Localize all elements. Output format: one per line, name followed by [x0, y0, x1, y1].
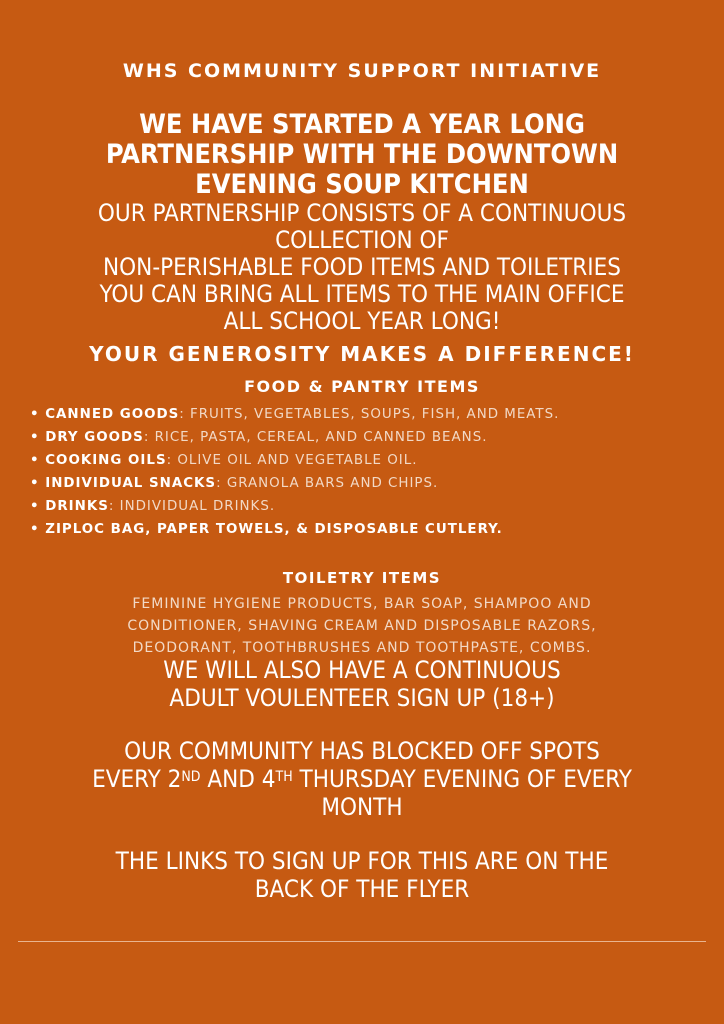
item-description: : GRANOLA BARS AND CHIPS.	[216, 476, 439, 491]
bullet-icon: •	[30, 430, 46, 445]
headline	[20, 110, 704, 200]
item-label: CANNED GOODS	[45, 407, 180, 422]
item-label: DRINKS	[45, 499, 109, 514]
list-item	[30, 449, 720, 472]
ordinal-suffix: ND	[181, 769, 201, 785]
spots-line-2	[10, 765, 714, 793]
volunteer-line: WE WILL ALSO HAVE A CONTINUOUS	[163, 656, 561, 684]
ordinal-suffix: TH	[275, 769, 293, 785]
spots-text: THURSDAY EVENING OF EVERY	[292, 765, 632, 793]
headline-line: WE HAVE STARTED A YEAR LONG	[139, 109, 585, 140]
list-item	[30, 426, 720, 449]
spots-line: OUR COMMUNITY HAS BLOCKED OFF SPOTS	[124, 737, 600, 765]
toiletry-line: CONDITIONER, SHAVING CREAM AND DISPOSABLE RAZORS,	[127, 618, 597, 634]
partnership-description	[10, 200, 714, 335]
toiletry-section-title: TOILETRY ITEMS	[282, 569, 442, 587]
toiletry-line: FEMININE HYGIENE PRODUCTS, BAR SOAP, SHAMPOO AND	[132, 596, 592, 612]
volunteer-line: ADULT VOULENTEER SIGN UP (18+)	[169, 684, 555, 712]
bullet-icon: •	[30, 407, 46, 422]
divider-line	[18, 941, 706, 942]
item-label: COOKING OILS	[45, 453, 167, 468]
toiletry-line: DEODORANT, TOOTHBRUSHES AND TOOTHPASTE, COMBS.	[132, 640, 592, 656]
item-label: DRY GOODS	[45, 430, 144, 445]
bullet-icon: •	[30, 499, 46, 514]
list-item	[30, 518, 720, 541]
headline-line: EVENING SOUP KITCHEN	[195, 169, 529, 200]
links-line: BACK OF THE FLYER	[254, 875, 470, 903]
list-item	[30, 403, 720, 426]
item-description: : FRUITS, VEGETABLES, SOUPS, FISH, AND MEATS.	[179, 407, 560, 422]
list-item	[30, 495, 720, 518]
item-label: ZIPLOC BAG, PAPER TOWELS, & DISPOSABLE CUTLERY.	[45, 522, 503, 537]
list-item	[30, 472, 720, 495]
item-label: INDIVIDUAL SNACKS	[45, 476, 217, 491]
generosity-heading: YOUR GENEROSITY MAKES A DIFFERENCE!	[89, 342, 635, 366]
bullet-icon: •	[30, 522, 46, 537]
item-description: : INDIVIDUAL DRINKS.	[108, 499, 276, 514]
spots-notice	[10, 737, 714, 821]
partnership-line: NON-PERISHABLE FOOD ITEMS AND TOILETRIES	[103, 253, 621, 281]
spots-text: EVERY 2	[92, 765, 182, 793]
organization-title: WHS COMMUNITY SUPPORT INITIATIVE	[122, 60, 602, 82]
volunteer-notice	[20, 656, 704, 712]
food-item-list	[30, 403, 720, 541]
links-line: THE LINKS TO SIGN UP FOR THIS ARE ON THE	[115, 847, 609, 875]
item-description: : RICE, PASTA, CEREAL, AND CANNED BEANS.	[143, 430, 488, 445]
bullet-icon: •	[30, 453, 46, 468]
partnership-line: OUR PARTNERSHIP CONSISTS OF A CONTINUOUS	[97, 199, 627, 227]
toiletry-description	[55, 593, 669, 659]
item-description: : OLIVE OIL AND VEGETABLE OIL.	[166, 453, 418, 468]
spots-text: AND 4	[200, 765, 276, 793]
signup-links-notice	[20, 847, 704, 903]
partnership-line: ALL SCHOOL YEAR LONG!	[223, 307, 501, 335]
headline-line: PARTNERSHIP WITH THE DOWNTOWN	[105, 139, 619, 170]
bullet-icon: •	[30, 476, 46, 491]
partnership-line: COLLECTION OF	[275, 226, 449, 254]
food-section-title: FOOD & PANTRY ITEMS	[244, 377, 480, 396]
spots-line: MONTH	[321, 793, 403, 821]
partnership-line: YOU CAN BRING ALL ITEMS TO THE MAIN OFFICE	[99, 280, 625, 308]
